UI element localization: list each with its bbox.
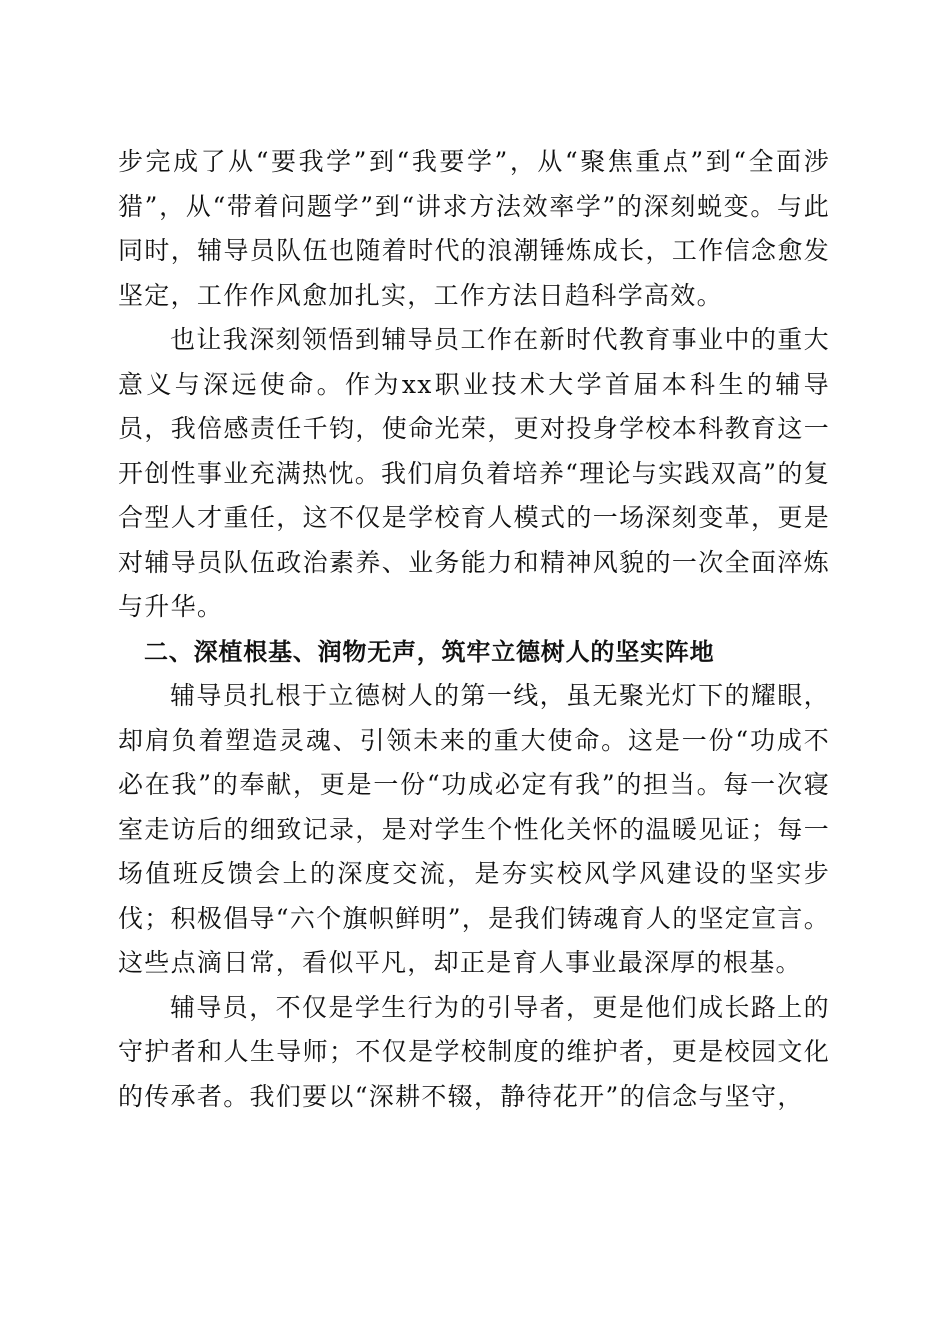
paragraph-frontline: 辅导员扎根于立德树人的第一线，虽无聚光灯下的耀眼，却肩负着塑造灵魂、引领未来的重大使命。这是一份“功成不必在我”的奉献，更是一份“功成必定有我”的担当。每一次寝室走访后的细致记录，是对学生个性化关怀的温暖见证；每一场值班反馈会上的深度交流，是夯实校风学风建设的坚实步伐；积极倡导“六个旗帜鲜明”，是我们铸魂育人的坚定宣言。这些点滴日常，看似平凡，却正是育人事业最深厚的根基。 (118, 681, 830, 977)
paragraph-guide: 辅导员，不仅是学生行为的引导者，更是他们成长路上的守护者和人生导师；不仅是学校制度的维护者，更是校园文化的传承者。我们要以“深耕不辍，静待花开”的信念与坚守， (118, 992, 830, 1111)
document-body (118, 140, 830, 1119)
section-heading: 二、深植根基、润物无声，筑牢立德树人的坚实阵地 (144, 637, 715, 666)
paragraph-continuation: 步完成了从“要我学”到“我要学”，从“聚焦重点”到“全面涉猎”，从“带着问题学”到“讲求方法效率学”的深刻蜕变。与此同时，辅导员队伍也随着时代的浪潮锤炼成长，工作信念愈发坚定，工作作风愈加扎实，工作方法日趋科学高效。 (118, 147, 830, 310)
paragraph-mission: 也让我深刻领悟到辅导员工作在新时代教育事业中的重大意义与深远使命。作为xx职业技术大学首届本科生的辅导员，我倍感责任千钧，使命光荣，更对投身学校本科教育这一开创性事业充满热忱。我们肩负着培养“理论与实践双高”的复合型人才重任，这不仅是学校育人模式的一场深刻变革，更是对辅导员队伍政治素养、业务能力和精神风貌的一次全面淬炼与升华。 (118, 325, 830, 621)
